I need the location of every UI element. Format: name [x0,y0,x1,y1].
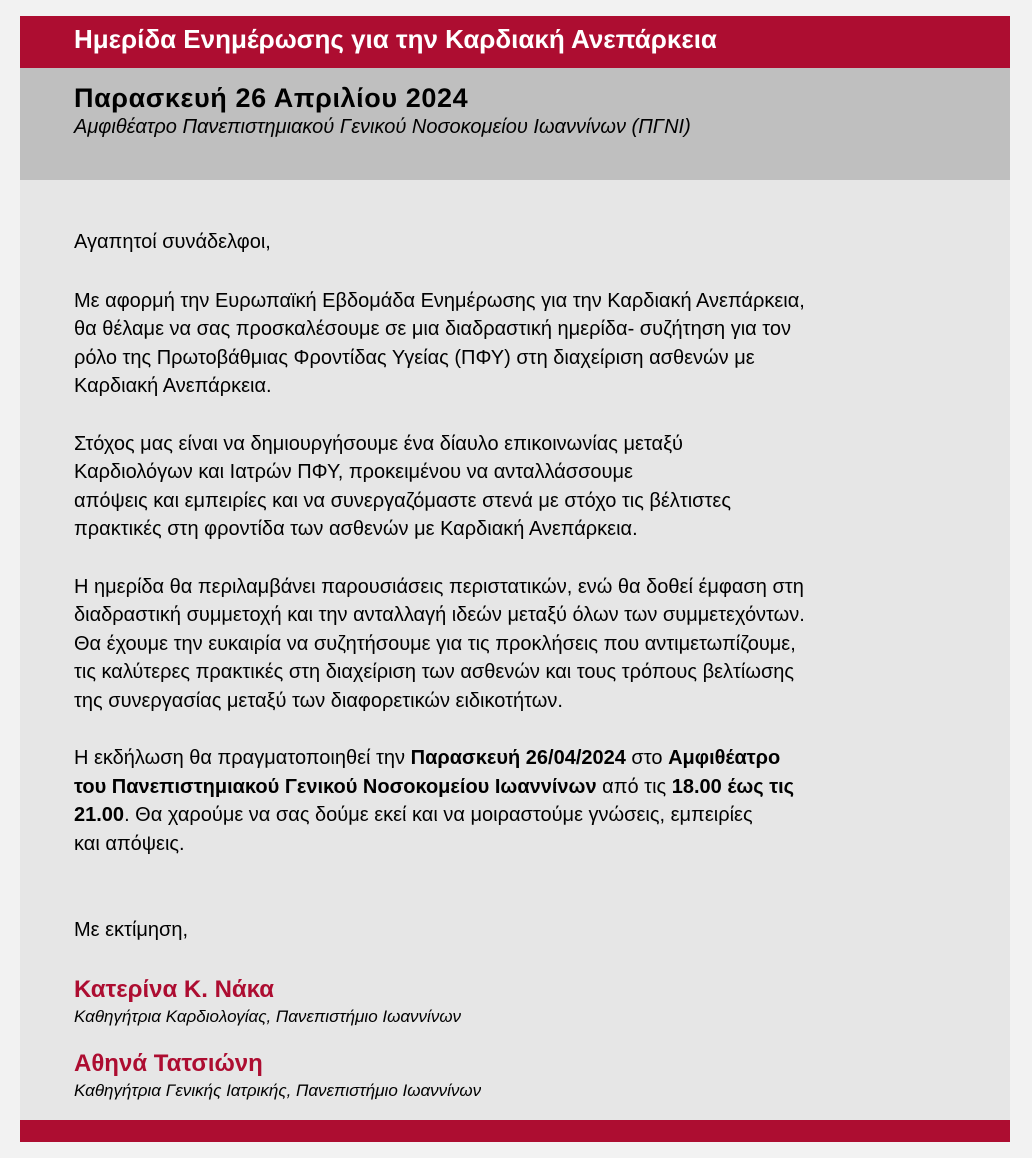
letter-body [20,180,1010,1120]
paragraph-line: ρόλο της Πρωτοβάθμιας Φροντίδας Υγείας (ΠΦΥ) στη διαχείριση ασθενών με [74,346,755,369]
event-venue: Αμφιθέατρο Πανεπιστημιακού Γενικού Νοσοκομείου Ιωαννίνων (ΠΓΝΙ) [74,116,691,138]
signature-block [74,975,970,1029]
paragraph-line: Καρδιακή Ανεπάρκεια. [74,375,272,397]
details-text: στο [625,747,669,769]
paragraph-intro [74,287,970,401]
paragraph-line: της συνεργασίας μεταξύ των διαφορετικών ειδικοτήτων. [74,689,563,712]
details-text: . Θα χαρούμε να σας δούμε εκεί και να μοιραστούμε γνώσεις, εμπειρίες [124,804,753,826]
greeting: Αγαπητοί συνάδελφοι, [74,231,271,253]
details-venue: Αμφιθέατρο [668,747,781,769]
paragraph-details [74,744,970,858]
paragraph-line: Με αφορμή την Ευρωπαϊκή Εβδομάδα Ενημέρωσης για την Καρδιακή Ανεπάρκεια, [74,289,805,312]
footer-bar [20,1120,1010,1142]
details-text: και απόψεις. [74,832,185,855]
paragraph-goal [74,430,970,544]
details-text: από τις [596,775,672,798]
event-date: Παρασκευή 26 Απριλίου 2024 [74,83,469,113]
event-title: Ημερίδα Ενημέρωσης για την Καρδιακή Ανεπάρκεια [74,24,717,54]
date-band [20,68,1010,180]
details-date: Παρασκευή 26/04/2024 [410,747,626,769]
paragraph-program [74,573,970,716]
details-time: 21.00 [74,804,125,826]
paragraph-line: θα θέλαμε να σας προσκαλέσουμε σε μια διαδραστική ημερίδα- συζήτηση για τον [74,318,792,340]
paragraph-line: Η ημερίδα θα περιλαμβάνει παρουσιάσεις περιστατικών, ενώ θα δοθεί έμφαση στη [74,575,804,598]
invitation-card [20,16,1010,1142]
paragraph-line: Στόχος μας είναι να δημιουργήσουμε ένα δίαυλο επικοινωνίας μεταξύ [74,432,683,455]
paragraph-line: διαδραστική συμμετοχή και την ανταλλαγή ιδεών μεταξύ όλων των συμμετεχόντων. [74,604,805,626]
paragraph-line: Καρδιολόγων και Ιατρών ΠΦΥ, προκειμένου να ανταλλάσσουμε [74,461,633,483]
details-text: Η εκδήλωση θα πραγματοποιηθεί την [74,747,411,769]
signatory-role: Καθηγήτρια Γενικής Ιατρικής, Πανεπιστήμιο Ιωαννίνων [74,1080,482,1100]
details-time: 18.00 έως τις [671,775,795,798]
details-venue: του Πανεπιστημιακού Γενικού Νοσοκομείου Ιωαννίνων [74,775,597,798]
signatory-name: Αθηνά Τατσιώνη [74,1049,263,1077]
paragraph-line: πρακτικές στη φροντίδα των ασθενών με Καρδιακή Ανεπάρκεια. [74,518,638,540]
paragraph-line: Θα έχουμε την ευκαιρία να συζητήσουμε για τις προκλήσεις που αντιμετωπίζουμε, [74,632,796,655]
paragraph-line: απόψεις και εμπειρίες και να συνεργαζόμαστε στενά με στόχο τις βέλτιστες [74,489,731,512]
signatory-name: Κατερίνα Κ. Νάκα [74,975,275,1003]
signature-block [74,1049,970,1103]
title-banner [20,16,1010,68]
signatory-role: Καθηγήτρια Καρδιολογίας, Πανεπιστήμιο Ιωαννίνων [74,1006,462,1026]
paragraph-line: τις καλύτερες πρακτικές στη διαχείριση των ασθενών και τους τρόπους βελτίωσης [74,661,795,683]
closing: Με εκτίμηση, [74,919,189,941]
